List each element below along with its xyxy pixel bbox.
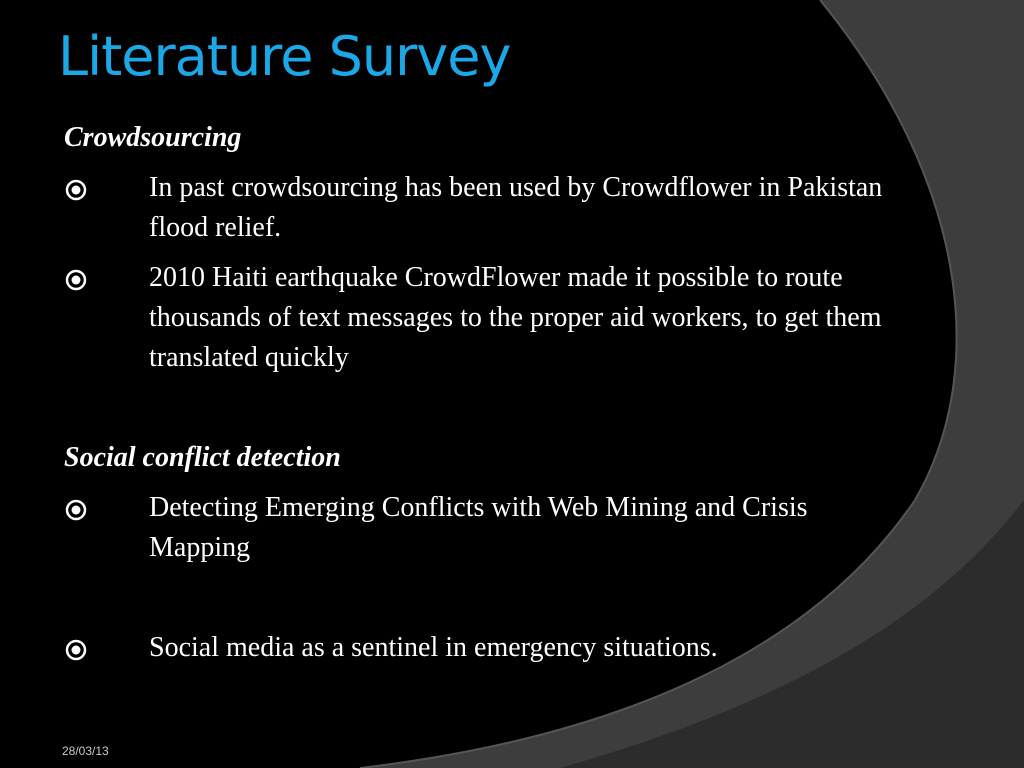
bullet-text: In past crowdsourcing has been used by Crowdflower in Pakistan flood relief. [149,172,883,243]
circled-dot-icon [64,258,104,298]
bullet-text: Social media as a sentinel in emergency situations. [149,632,718,663]
list-item [64,488,889,568]
section-heading-crowdsourcing: Crowdsourcing [64,122,242,153]
slide-content [64,118,904,668]
section-heading-social-conflict: Social conflict detection [64,442,341,473]
slide-title: Literature Survey [58,25,511,88]
bullet-text: 2010 Haiti earthquake CrowdFlower made it possible to route thousands of text messages to the proper aid workers, to get them translated quickly [149,262,882,373]
circled-dot-icon [64,488,104,528]
list-item [64,258,889,378]
circled-dot-icon [64,168,104,208]
footer-date: 28/03/13 [62,744,109,758]
circled-dot-icon [64,628,104,668]
bullet-text: Detecting Emerging Conflicts with Web Mining and Crisis Mapping [149,492,808,563]
list-item [64,628,889,668]
list-item [64,168,889,248]
